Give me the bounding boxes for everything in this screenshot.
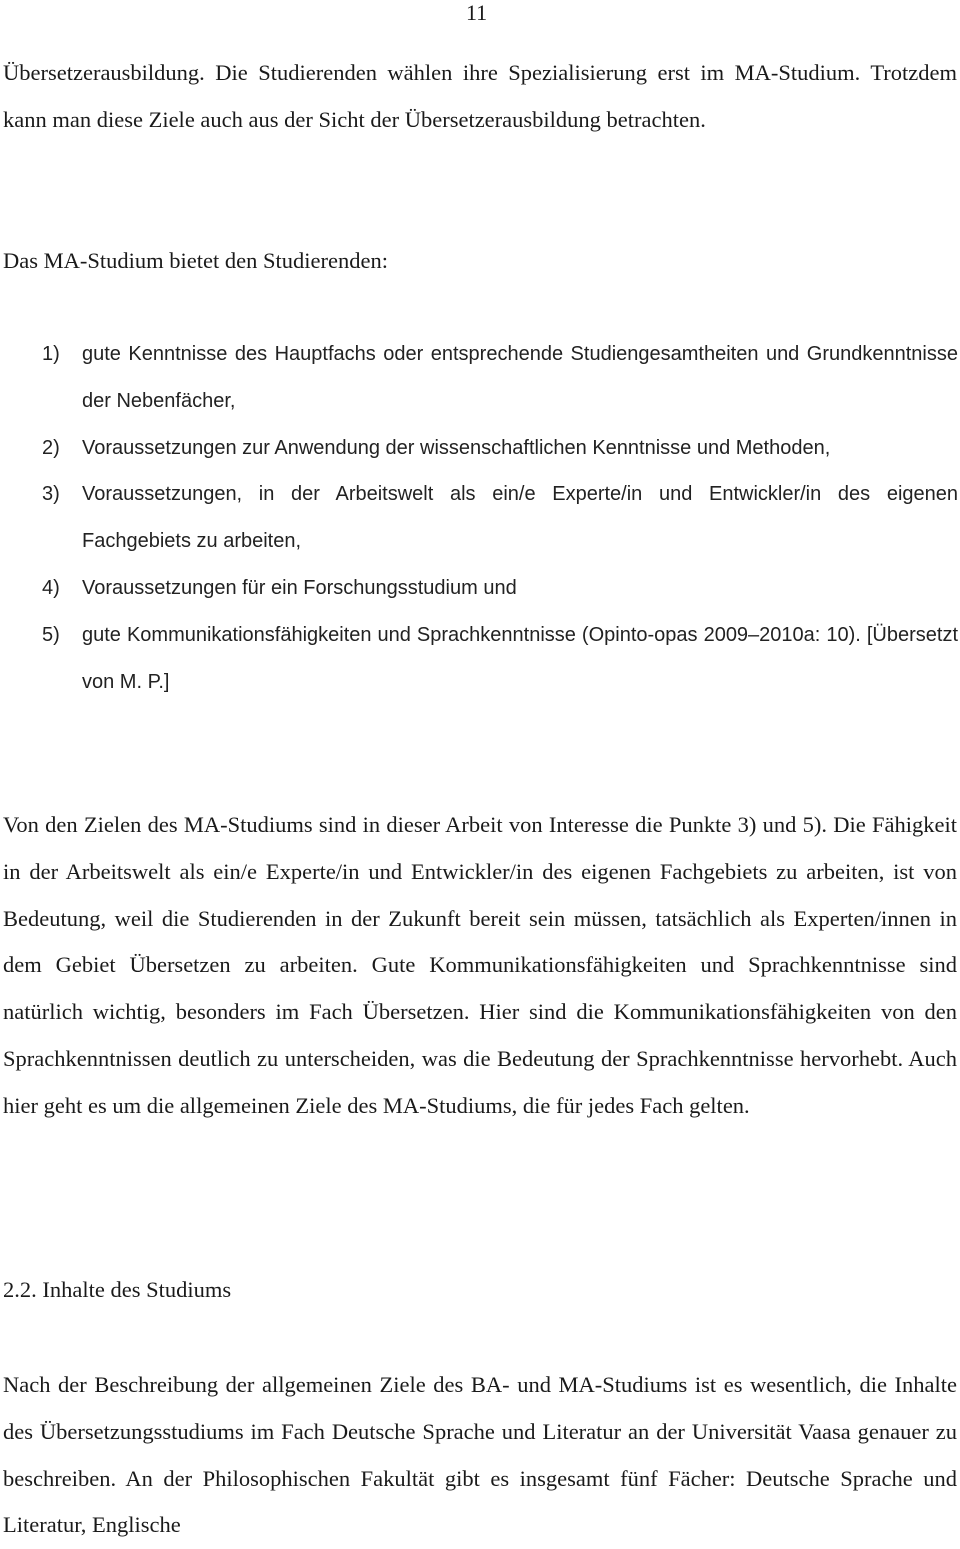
list-intro: Das MA-Studium bietet den Studierenden: xyxy=(3,248,388,273)
list-item-text: Voraussetzungen zur Anwendung der wissenschaftlichen Kenntnisse und Methoden, xyxy=(82,436,831,459)
section-heading: 2.2. Inhalte des Studiums xyxy=(3,1277,232,1302)
list-item xyxy=(42,471,958,565)
list-item-number: 4) xyxy=(42,576,60,599)
list-item xyxy=(42,331,958,425)
list-item-number: 2) xyxy=(42,436,60,459)
intro-paragraph: Übersetzerausbildung. Die Studierenden wählen ihre Spezialisierung erst im MA-Studium. Trotzdem kann man diese Ziele auch aus der Sicht der Übersetzerausbildung betrachten. xyxy=(3,60,957,132)
list-item-text: gute Kenntnisse des Hauptfachs oder entsprechende Studiengesamtheiten und Grundkenntnisse der Nebenfächer, xyxy=(82,343,958,412)
list-item-number: 1) xyxy=(42,343,60,365)
list-item xyxy=(42,425,958,472)
list-item-text: Voraussetzungen für ein Forschungsstudium und xyxy=(82,576,517,599)
list-item-text: Voraussetzungen, in der Arbeitswelt als ein/e Experte/in und Entwickler/in des eigenen Fachgebiets zu arbeiten, xyxy=(82,483,958,553)
list-item xyxy=(42,612,958,706)
list-item xyxy=(42,565,958,612)
list-item-number: 3) xyxy=(42,483,60,506)
final-paragraph: Nach der Beschreibung der allgemeinen Ziele des BA- und MA-Studiums ist es wesentlich, die Inhalte des Übersetzungsstudiums im Fach Deutsche Sprache und Literatur an der Universität Vaasa genauer zu beschreiben. An der Philosophischen Fakultät gibt es insgesamt fünf Fächer: Deutsche Sprache und Literatur, Englische xyxy=(3,1372,957,1538)
discussion-paragraph: Von den Zielen des MA-Studiums sind in dieser Arbeit von Interesse die Punkte 3) und 5). Die Fähigkeit in der Arbeitswelt als ein/e Experte/in und Entwickler/in des eigenen Fachgebiets zu arbeiten, ist von Bedeutung, weil die Studierenden in der Zukunft bereit sein müssen, tatsächlich als Experten/innen in dem Gebiet Übersetzen zu arbeiten. Gute Kommunikationsfähigkeiten und Sprachkenntnisse sind natürlich wichtig, besonders im Fach Übersetzen. Hier sind die Kommunikationsfähigkeiten von den Sprachkenntnissen deutlich zu unterscheiden, was die Bedeutung der Sprachkenntnisse hervorhebt. Auch hier geht es um die allgemeinen Ziele des MA-Studiums, die für jedes Fach gelten. xyxy=(3,812,957,1118)
goals-list xyxy=(42,331,958,705)
list-item-text: gute Kommunikationsfähigkeiten und Sprachkenntnisse (Opinto-opas 2009–2010a: 10). [Übersetzt von M. P.] xyxy=(82,623,958,693)
list-item-number: 5) xyxy=(42,623,60,646)
page-number: 11 xyxy=(466,0,488,25)
